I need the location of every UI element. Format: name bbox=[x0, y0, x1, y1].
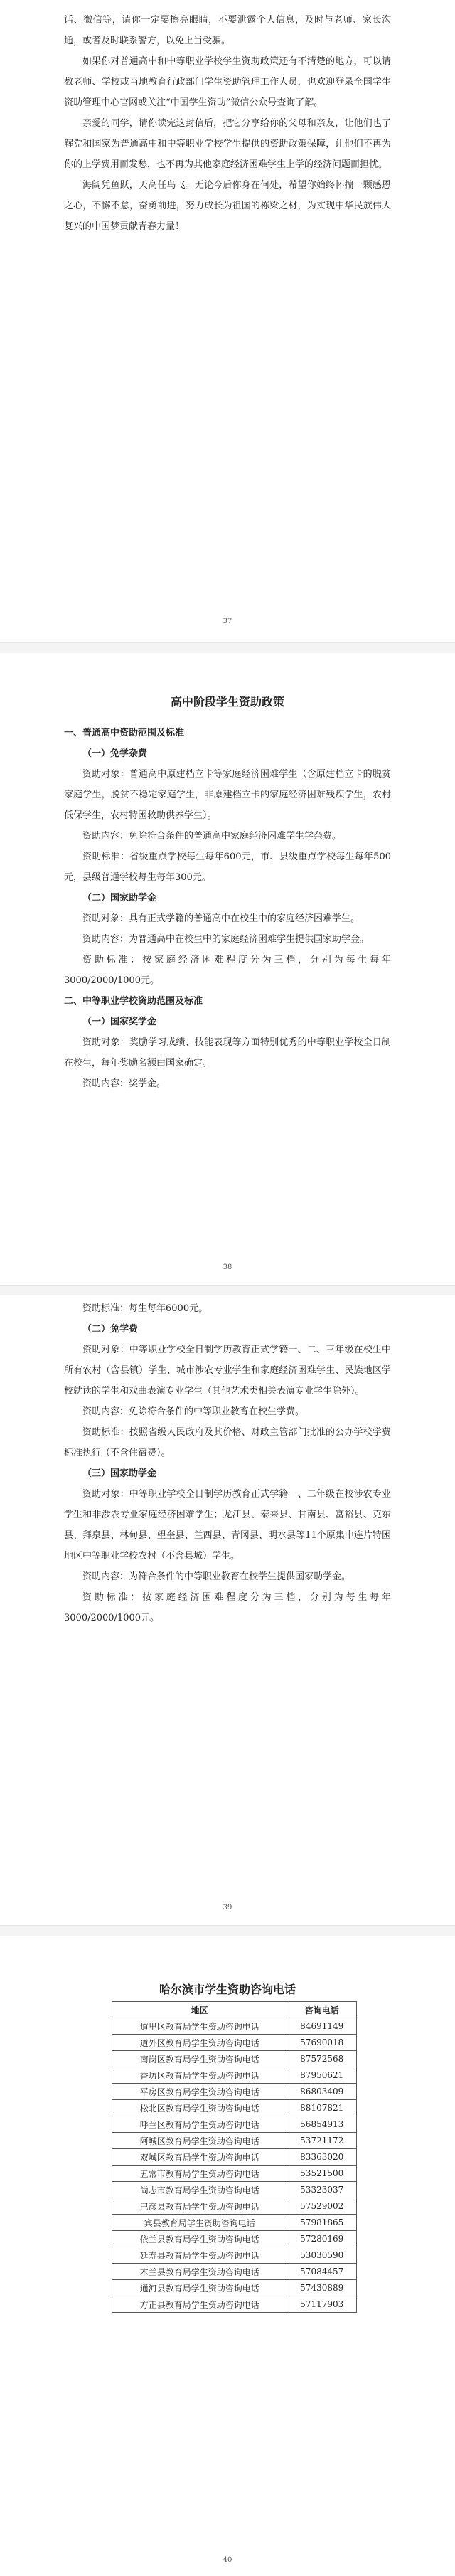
region-cell: 木兰县教育局学生资助咨询电话 bbox=[112, 2264, 287, 2280]
letter-body bbox=[64, 10, 391, 237]
phone-cell: 88107821 bbox=[287, 2100, 357, 2116]
table-row bbox=[112, 2018, 357, 2035]
policy-body bbox=[64, 723, 391, 1094]
section-heading: 一、普通高中资助范围及标准 bbox=[64, 728, 185, 738]
page-title: 哈尔滨市学生资助咨询电话 bbox=[159, 1983, 296, 1996]
region-cell: 道外区教育局学生资助咨询电话 bbox=[112, 2035, 287, 2051]
phone-cell: 57981865 bbox=[287, 2215, 357, 2231]
table-row bbox=[112, 2182, 357, 2198]
phone-cell: 57084457 bbox=[287, 2264, 357, 2280]
page-separator bbox=[0, 1925, 455, 1936]
region-cell: 巴彦县教育局学生资助咨询电话 bbox=[112, 2198, 287, 2215]
paragraph: 资助对象：中等职业学校全日制学历教育正式学籍一、二、三年级在校生中所有农村（含县镇）学生、城市涉农专业学生和家庭经济困难学生、民族地区学校就读的学生和戏曲表演专业学生（其他艺术类相关表演专业学生除外）。 bbox=[64, 1345, 391, 1396]
column-header: 地区 bbox=[112, 2002, 287, 2018]
region-cell: 香坊区教育局学生资助咨询电话 bbox=[112, 2067, 287, 2084]
paragraph: 资助标准：按照省级人民政府及其价格、财政主管部门批准的公办学校学费标准执行（不含住宿费）。 bbox=[64, 1427, 391, 1458]
section-heading: （二）国家助学金 bbox=[82, 893, 157, 903]
phone-table bbox=[112, 2001, 357, 2313]
table-row bbox=[112, 2133, 357, 2149]
page-number: 38 bbox=[223, 1263, 232, 1271]
region-cell: 方正县教育局学生资助咨询电话 bbox=[112, 2296, 287, 2313]
paragraph: 资助标准：每生每年6000元。 bbox=[82, 1303, 208, 1314]
region-cell: 南岗区教育局学生资助咨询电话 bbox=[112, 2051, 287, 2067]
table-row bbox=[112, 2247, 357, 2264]
paragraph: 资助标准：按家庭经济困难程度分为三档，分别为每生每年3000/2000/1000元。 bbox=[64, 955, 391, 986]
region-cell: 道里区教育局学生资助咨询电话 bbox=[112, 2018, 287, 2035]
phone-cell: 57280169 bbox=[287, 2231, 357, 2247]
page-40 bbox=[0, 1936, 455, 2576]
policy-body bbox=[64, 1298, 391, 1628]
table-row bbox=[112, 2100, 357, 2116]
paragraph: 资助对象：奖励学习成绩、技能表现等方面特别优秀的中等职业学校全日制在校生，每年奖励名额由国家确定。 bbox=[64, 1037, 391, 1069]
region-cell: 尚志市教育局学生资助咨询电话 bbox=[112, 2182, 287, 2198]
page-separator bbox=[0, 642, 455, 654]
column-header: 咨询电话 bbox=[287, 2002, 357, 2018]
table-row bbox=[112, 2198, 357, 2215]
page-39 bbox=[0, 1295, 455, 1925]
paragraph: 海阔凭鱼跃，天高任鸟飞。无论今后你身在何处，希望你始终怀揣一颗感恩之心，不懈不怠，奋勇前进，努力成长为祖国的栋梁之材，为实现中华民族伟大复兴的中国梦贡献青春力量！ bbox=[64, 180, 391, 232]
paragraph: 资助对象：具有正式学籍的普通高中在校生中的家庭经济困难学生。 bbox=[82, 913, 360, 924]
section-heading: （一）国家奖学金 bbox=[82, 1017, 157, 1027]
table-row bbox=[112, 2149, 357, 2166]
region-cell: 依兰县教育局学生资助咨询电话 bbox=[112, 2231, 287, 2247]
region-cell: 双城区教育局学生资助咨询电话 bbox=[112, 2149, 287, 2166]
section-heading: （三）国家助学金 bbox=[82, 1468, 157, 1479]
region-cell: 延寿县教育局学生资助咨询电话 bbox=[112, 2247, 287, 2264]
section-heading: 二、中等职业学校资助范围及标准 bbox=[64, 996, 203, 1007]
region-cell: 阿城区教育局学生资助咨询电话 bbox=[112, 2133, 287, 2149]
phone-cell: 87572568 bbox=[287, 2051, 357, 2067]
paragraph: 资助内容：为符合条件的中等职业教育在校学生提供国家助学金。 bbox=[82, 1571, 351, 1582]
table-row bbox=[112, 2231, 357, 2247]
table-row bbox=[112, 2264, 357, 2280]
table-row bbox=[112, 2084, 357, 2100]
phone-cell: 84691149 bbox=[287, 2018, 357, 2035]
phone-cell: 53030590 bbox=[287, 2247, 357, 2264]
phone-cell: 57117903 bbox=[287, 2296, 357, 2313]
table-header-row bbox=[112, 2002, 357, 2018]
paragraph: 资助对象：中等职业学校全日制学历教育正式学籍一、二年级在校涉农专业学生和非涉农专业家庭经济困难学生；龙江县、泰来县、甘南县、富裕县、克东县、拜泉县、林甸县、望奎县、兰西县、青冈县、明水县等11个原集中连片特困地区中等职业学校农村（不含县城）学生。 bbox=[64, 1489, 391, 1562]
page-separator bbox=[0, 1285, 455, 1296]
phone-cell: 57690018 bbox=[287, 2035, 357, 2051]
paragraph: 资助内容：奖学金。 bbox=[82, 1078, 166, 1089]
table-row bbox=[112, 2166, 357, 2182]
paragraph: 亲爱的同学，请你读完这封信后，把它分享给你的父母和亲友，让他们也了解党和国家为普通高中和中等职业学校学生提供的资助政策保障，让他们不再为你的上学费用而发愁，也不再为其他家庭经济困难学生上学的经济问题而担忧。 bbox=[64, 118, 391, 170]
table-row bbox=[112, 2280, 357, 2296]
table-row bbox=[112, 2067, 357, 2084]
page-number: 39 bbox=[223, 1904, 232, 1912]
phone-cell: 83363020 bbox=[287, 2149, 357, 2166]
page-title: 高中阶段学生资助政策 bbox=[170, 695, 284, 709]
table-row bbox=[112, 2035, 357, 2051]
table-row bbox=[112, 2296, 357, 2313]
phone-cell: 87950621 bbox=[287, 2067, 357, 2084]
phone-cell: 57430889 bbox=[287, 2280, 357, 2296]
paragraph: 资助标准：按家庭经济困难程度分为三档，分别为每生每年3000/2000/1000元。 bbox=[64, 1592, 391, 1623]
page-37 bbox=[0, 0, 455, 642]
paragraph: 资助内容：免除符合条件的普通高中家庭经济困难学生学杂费。 bbox=[82, 831, 342, 842]
region-cell: 松北区教育局学生资助咨询电话 bbox=[112, 2100, 287, 2116]
paragraph: 话、微信等，请你一定要擦亮眼睛，不要泄露个人信息，及时与老师、家长沟通，或者及时联系警方，以免上当受骗。 bbox=[64, 15, 391, 46]
phone-cell: 86803409 bbox=[287, 2084, 357, 2100]
table-row bbox=[112, 2215, 357, 2231]
page-38 bbox=[0, 653, 455, 1285]
phone-cell: 53721172 bbox=[287, 2133, 357, 2149]
region-cell: 平房区教育局学生资助咨询电话 bbox=[112, 2084, 287, 2100]
phone-cell: 53323037 bbox=[287, 2182, 357, 2198]
section-heading: （二）免学费 bbox=[82, 1324, 139, 1335]
table-row bbox=[112, 2051, 357, 2067]
phone-cell: 53521500 bbox=[287, 2166, 357, 2182]
table-row bbox=[112, 2116, 357, 2133]
region-cell: 五常市教育局学生资助咨询电话 bbox=[112, 2166, 287, 2182]
region-cell: 通河县教育局学生资助咨询电话 bbox=[112, 2280, 287, 2296]
section-heading: （一）免学杂费 bbox=[82, 748, 148, 759]
paragraph: 资助标准：省级重点学校每生每年600元，市、县级重点学校每生每年500元，县级普通学校每生每年300元。 bbox=[64, 852, 391, 883]
paragraph: 资助内容：免除符合条件的中等职业教育在校生学费。 bbox=[82, 1406, 305, 1417]
phone-cell: 56854913 bbox=[287, 2116, 357, 2133]
region-cell: 宾县教育局学生资助咨询电话 bbox=[112, 2215, 287, 2231]
page-number: 40 bbox=[223, 2556, 232, 2564]
phone-cell: 57529002 bbox=[287, 2198, 357, 2215]
paragraph: 资助内容：为普通高中在校生中的家庭经济困难学生提供国家助学金。 bbox=[82, 934, 370, 945]
paragraph: 资助对象：普通高中原建档立卡等家庭经济困难学生（含原建档立卡的脱贫家庭学生，脱贫不稳定家庭学生，非原建档立卡的家庭经济困难残疾学生，农村低保学生，农村特困救助供养学生）。 bbox=[64, 769, 391, 821]
region-cell: 呼兰区教育局学生资助咨询电话 bbox=[112, 2116, 287, 2133]
page-number: 37 bbox=[223, 618, 232, 625]
paragraph: 如果你对普通高中和中等职业学校学生资助政策还有不清楚的地方，可以请教老师、学校或当地教育行政部门学生资助管理工作人员，也欢迎登录全国学生资助管理中心官网或关注“中国学生资助”微信公众号查询了解。 bbox=[64, 56, 391, 108]
